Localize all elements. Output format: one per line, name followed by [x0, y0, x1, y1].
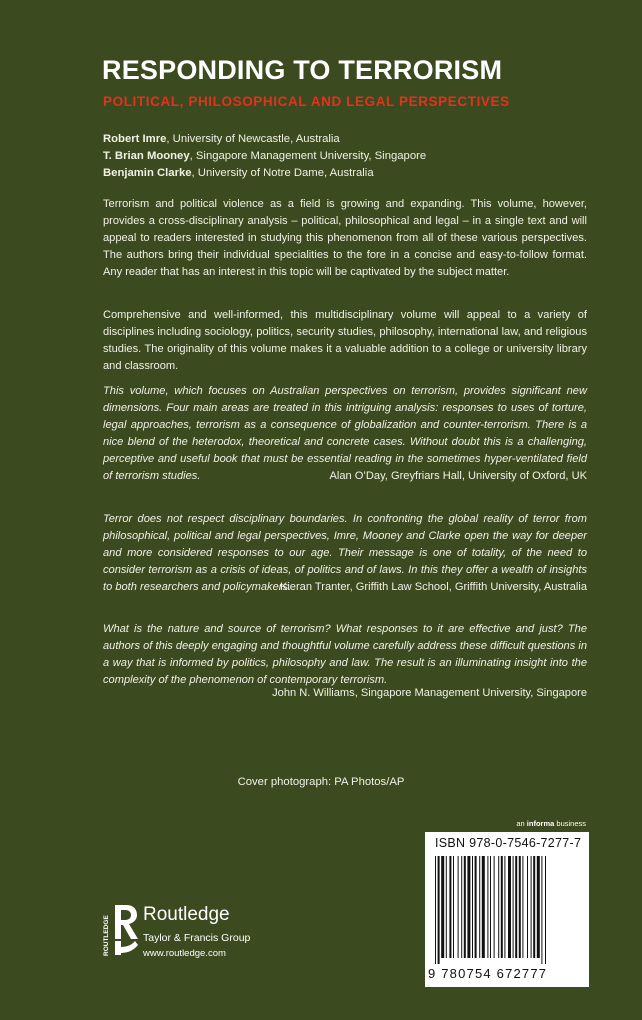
- barcode-bar: [541, 856, 542, 964]
- barcode-bar: [501, 856, 503, 958]
- endorsement-attribution: John N. Williams, Singapore Management University, Singapore: [272, 687, 587, 699]
- barcode-bars: [433, 856, 583, 966]
- informa-prefix: an: [516, 819, 527, 828]
- author-affiliation: , Singapore Management University, Singapore: [189, 150, 427, 162]
- barcode-bar: [508, 856, 511, 958]
- barcode-bar: [453, 856, 454, 958]
- author-entry: [103, 148, 426, 165]
- description-paragraph: Comprehensive and well-informed, this multidisciplinary volume will appeal to a variety of disciplines including sociology, politics, security studies, philosophy, international law, and religious studies. The originality of this volume makes it a valuable addition to a college or university library and classroom.: [103, 309, 587, 372]
- author-list: [103, 131, 426, 182]
- barcode-bar: [531, 856, 532, 958]
- barcode-bar: [519, 856, 521, 958]
- publisher-name: Routledge: [143, 904, 230, 925]
- author-name: Robert Imre: [103, 133, 167, 145]
- barcode-bar: [475, 856, 477, 958]
- barcode-bar: [537, 856, 540, 958]
- publisher-group: Taylor & Francis Group: [143, 932, 251, 944]
- description-paragraph: Terrorism and political violence as a field is growing and expanding. This volume, however, provides a cross-disciplinary analysis – political, philosophical and legal – in a single text and will appeal to readers interested in studying this phenomenon from all of these various perspectives. The authors bring their individual specialities to the fore in a concise and easy-to-follow format. Any reader that has an interest in this topic will be captivated by the subject matter.: [103, 198, 587, 278]
- author-name: Benjamin Clarke: [103, 167, 192, 179]
- informa-suffix: business: [554, 819, 586, 828]
- barcode-number: 9 780754 672777: [428, 966, 548, 981]
- barcode-bar: [490, 856, 491, 958]
- barcode-bar: [464, 856, 466, 958]
- barcode-bar: [482, 856, 485, 958]
- endorsement-attribution: Alan O’Day, Greyfriars Hall, University of Oxford, UK: [329, 470, 587, 482]
- isbn-label: ISBN 978-0-7546-7277-7: [435, 836, 582, 850]
- barcode-bar: [498, 856, 499, 958]
- barcode-bar: [533, 856, 535, 958]
- barcode-bar: [449, 856, 451, 958]
- barcode-bar: [458, 856, 459, 958]
- barcode-bar: [467, 856, 470, 958]
- barcode-bar: [494, 856, 495, 958]
- routledge-r-icon: [99, 899, 139, 959]
- cover-photo-credit: Cover photograph: PA Photos/AP: [237, 776, 405, 788]
- endorsement-quote: Terror does not respect disciplinary boundaries. In confronting the global reality of terror from philosophical, political and legal perspectives, Imre, Mooney and Clarke open the way for deeper and more considered responses to our age. Their message is one of totality, of the need to consider terrorism as a crisis of ideas, of politics and of laws. In this they offer a wealth of insights to both researchers and policymakers.: [103, 513, 587, 593]
- barcode-bar: [527, 856, 528, 958]
- endorsement-quote: What is the nature and source of terrorism? What responses to it are effective and just? The authors of this deeply engaging and thoughtful volume carefully address these difficult questions in a way that is informed by politics, philosophy and law. The result is an illuminating insight into the complexity of the phenomenon of contemporary terrorism.: [103, 623, 587, 686]
- barcode-bar: [522, 856, 523, 958]
- publisher-website: www.routledge.com: [143, 948, 226, 959]
- barcode-bar: [513, 856, 514, 958]
- barcode-bar: [472, 856, 473, 958]
- author-entry: [103, 165, 426, 182]
- barcode-bar: [545, 856, 546, 964]
- author-name: T. Brian Mooney: [103, 150, 190, 162]
- author-affiliation: , University of Newcastle, Australia: [166, 133, 340, 145]
- barcode-bar: [479, 856, 480, 958]
- endorsement-attribution: Kieran Tranter, Griffith Law School, Griffith University, Australia: [279, 581, 587, 593]
- author-entry: [103, 131, 426, 148]
- author-affiliation: , University of Notre Dame, Australia: [191, 167, 374, 179]
- barcode-bar: [461, 856, 462, 958]
- barcode-bar: [438, 856, 440, 964]
- book-subtitle: POLITICAL, PHILOSOPHICAL AND LEGAL PERSPECTIVES: [103, 94, 510, 109]
- barcode-bar: [487, 856, 488, 958]
- barcode-bar: [515, 856, 517, 958]
- endorsement-quote: This volume, which focuses on Australian perspectives on terrorism, provides significant new dimensions. Four main areas are treated in this intriguing analysis: responses to uses of torture, legal approaches, terrorism as a consequence of globalization and counter-terrorism. There is a nice blend of the heterodox, theoretical and concrete cases. Without doubt this is a challenging, perceptive and useful book that must be essential reading in the sometimes hyper-ventilated field of terrorism studies.: [103, 385, 587, 482]
- barcode-bar: [504, 856, 505, 958]
- logo-side-text: ROUTLEDGE: [103, 915, 110, 956]
- barcode-bar: [446, 856, 447, 958]
- book-title: RESPONDING TO TERRORISM: [102, 55, 503, 85]
- barcode-bar: [441, 856, 444, 958]
- informa-business-line: [516, 819, 586, 828]
- informa-brand: informa: [526, 819, 555, 828]
- barcode-bar: [435, 856, 436, 964]
